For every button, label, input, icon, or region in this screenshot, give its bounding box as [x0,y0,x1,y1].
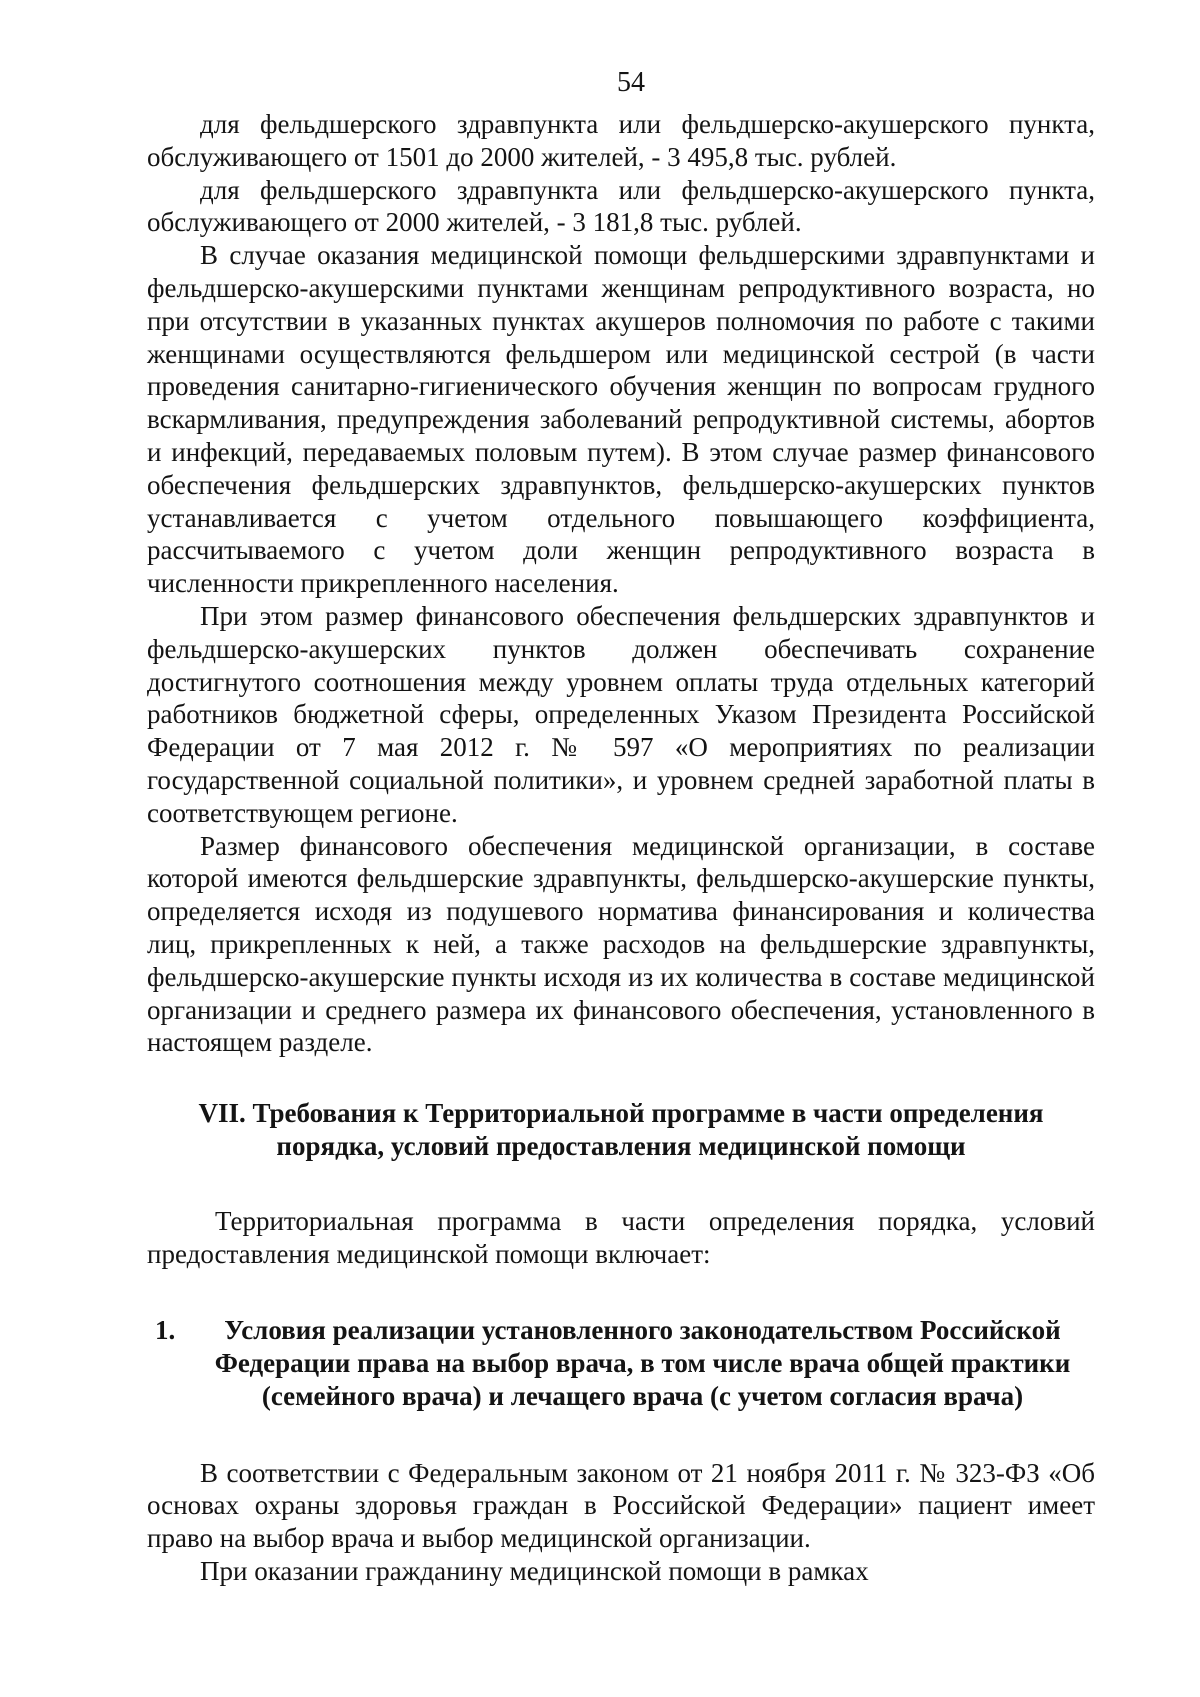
paragraph: Размер финансового обеспечения медицинской организации, в составе которой имеются фельдшерские здравпункты, фельдшерско-акушерские пункты, определяется исходя из подушевого норматива финансирования и количества лиц, прикрепленных к ней, а также расходов на фельдшерские здравпункты, фельдшерско-акушерские пункты исходя из их количества в составе медицинской организации и среднего размера их финансового обеспечения, установленного в настоящем разделе. [147,830,1095,1058]
numbered-heading [147,1314,1095,1412]
paragraph: В случае оказания медицинской помощи фельдшерскими здравпунктами и фельдшерско-акушерскими пунктами женщинам репродуктивного возраста, но при отсутствии в указанных пунктах акушеров полномочия по работе с такими женщинами осуществляются фельдшером или медицинской сестрой (в части проведения санитарно-гигиенического обучения женщин по вопросам грудного вскармливания, предупреждения заболеваний репродуктивной системы, абортов и инфекций, передаваемых половым путем). В этом случае размер финансового обеспечения фельдшерских здравпунктов, фельдшерско-акушерских пунктов устанавливается с учетом отдельного повышающего коэффициента, рассчитываемого с учетом доли женщин репродуктивного возраста в численности прикрепленного населения. [147,240,1095,599]
paragraph: для фельдшерского здравпункта или фельдшерско-акушерского пункта, обслуживающего от 2000 жителей, - 3 181,8 тыс. рублей. [147,174,1095,238]
section-heading [147,1097,1095,1163]
heading-text [190,1314,1095,1412]
heading-line: (семейного врача) и лечащего врача (с учетом согласия врача) [261,1380,1024,1411]
section-heading-line: VII. Требования к Территориальной программе в части определения [198,1098,1044,1129]
page-number: 54 [617,67,645,98]
heading-number: 1. [155,1315,176,1346]
paragraph: При этом размер финансового обеспечения фельдшерских здравпунктов и фельдшерско-акушерских пунктов должен обеспечивать сохранение достигнутого соотношения между уровнем оплаты труда отдельных категорий работников бюджетной сферы, определенных Указом Президента Российской Федерации от 7 мая 2012 г. № 597 «О мероприятиях по реализации государственной социальной политики», и уровнем средней заработной платы в соответствующем регионе. [147,600,1095,828]
document-page [147,62,1095,1588]
paragraph: При оказании гражданину медицинской помощи в рамках [200,1556,869,1587]
paragraph: В соответствии с Федеральным законом от 21 ноября 2011 г. № 323-ФЗ «Об основах охраны здоровья граждан в Российской Федерации» пациент имеет право на выбор врача и выбор медицинской организации. [147,1457,1095,1554]
heading-line: Условия реализации установленного законодательством Российской [224,1315,1061,1346]
heading-line: Федерации права на выбор врача, в том числе врача общей практики [214,1348,1071,1379]
paragraph: для фельдшерского здравпункта или фельдшерско-акушерского пункта, обслуживающего от 1501 до 2000 жителей, - 3 495,8 тыс. рублей. [147,109,1095,172]
intro-paragraph: Территориальная программа в части определения порядка, условий предоставления медицинской помощи включает: [147,1205,1095,1269]
section-heading-line: порядка, условий предоставления медицинской помощи [276,1130,966,1161]
